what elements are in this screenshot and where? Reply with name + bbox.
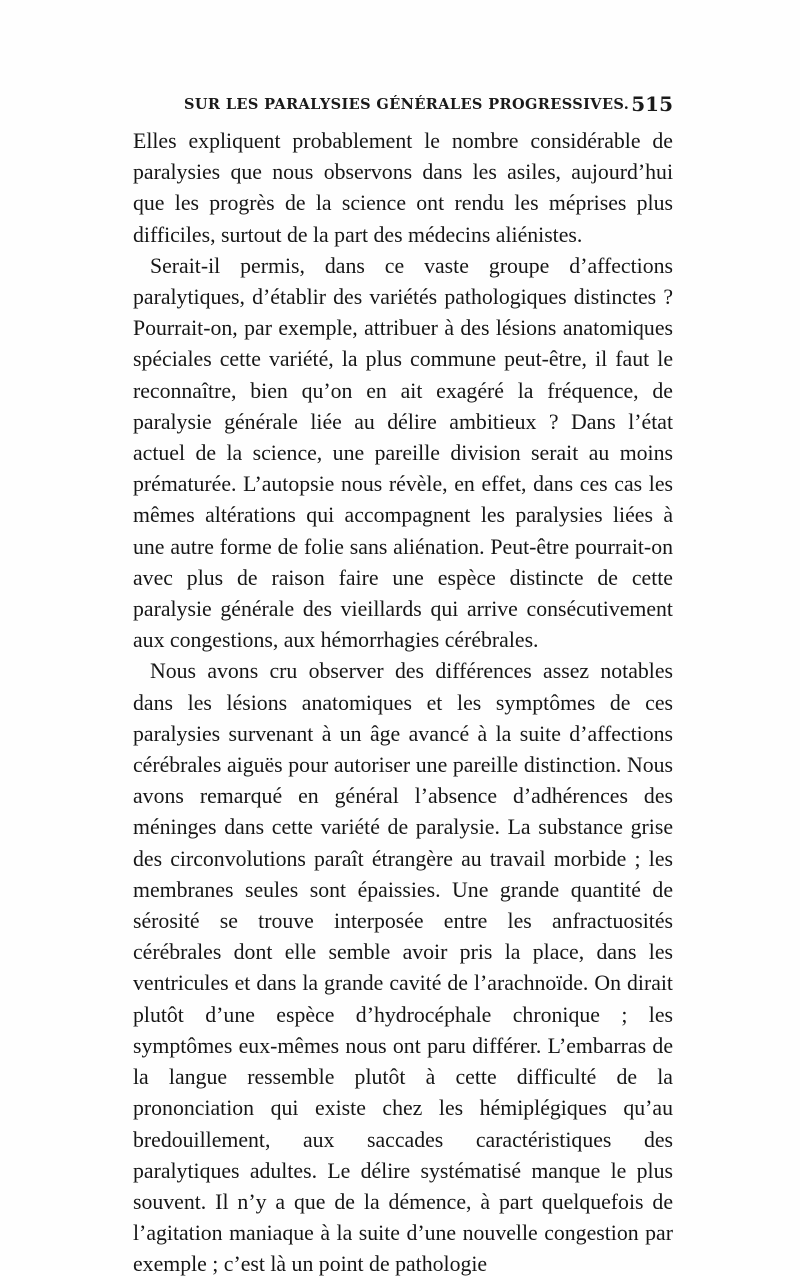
body-text: [133, 126, 673, 1281]
paragraph-2: Serait-il permis, dans ce vaste groupe d’affections paralytiques, d’établir des variétés pathologiques distinctes ? Pourrait-on, par exemple, attribuer à des lésions anatomiques spéciales cette variété, la plus commune peut-être, il faut le reconnaître, bien qu’on en ait exagéré la fréquence, de paralysie générale liée au délire ambitieux ? Dans l’état actuel de la science, une pareille division serait au moins prématurée. L’autopsie nous révèle, en effet, dans ces cas les mêmes altérations qui accompagnent les paralysies liées à une autre forme de folie sans aliénation. Peut-être pourrait-on avec plus de raison faire une espèce distincte de cette paralysie générale des vieillards qui arrive consécutivement aux congestions, aux hémorrhagies cérébrales.: [133, 253, 673, 653]
running-title: SUR LES PARALYSIES GÉNÉRALES PROGRESSIVES.: [184, 96, 630, 113]
page-header: [160, 92, 673, 120]
paragraph-1: Elles expliquent probablement le nombre considérable de paralysies que nous observons dans les asiles, aujourd’hui que les progrès de la science ont rendu les méprises plus difficiles, surtout de la part des médecins aliénistes.: [133, 129, 673, 247]
page-number: 515: [631, 92, 673, 116]
paragraph-3: Nous avons cru observer des différences assez notables dans les lésions anatomiques et les symptômes de ces paralysies survenant à un âge avancé à la suite d’affections cérébrales aiguës pour autoriser une pareille distinction. Nous avons remarqué en général l’absence d’adhérences des méninges dans cette variété de paralysie. La substance grise des circonvolutions paraît étrangère au travail morbide ; les membranes seules sont épaissies. Une grande quantité de sérosité se trouve interposée entre les anfractuosités cérébrales dont elle semble avoir pris la place, dans les ventricules et dans la grande cavité de l’arachnoïde. On dirait plutôt d’une espèce d’hydrocéphale chronique ; les symptômes eux-mêmes nous ont paru différer. L’embarras de la langue ressemble plutôt à cette difficulté de la prononciation qui existe chez les hémiplégiques qu’au bredouillement, aux saccades caractéristiques des paralytiques adultes. Le délire systématisé manque le plus souvent. Il n’y a que de la démence, à part quelquefois de l’agitation maniaque à la suite d’une nouvelle congestion par exemple ; c’est là un point de pathologie: [133, 659, 673, 1277]
